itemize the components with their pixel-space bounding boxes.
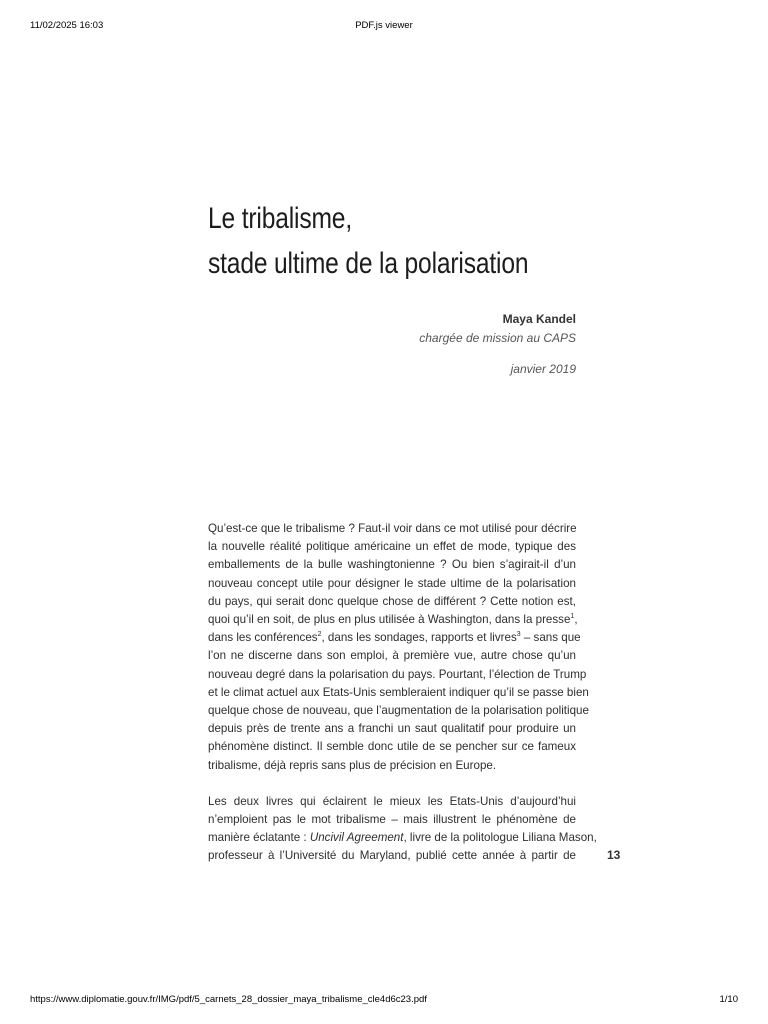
text-line: quoi qu’il en soit, de plus en plus utilisée à Washington, dans la presse$^1$,	[208, 613, 578, 627]
author-name: Maya Kandel	[502, 312, 576, 326]
pdf-page	[0, 36, 768, 986]
text-line: professeur à l’Université du Maryland, publié cette année à partir de	[208, 849, 576, 863]
text-line: emballements de la bulle washingtonienne ? Ou bien s’agirait-il d’un	[208, 558, 576, 572]
text-line: et le climat actuel aux Etats-Unis sembleraient indiquer qu’il se passe bien	[208, 685, 589, 699]
footnote-ref-1[interactable]: 1	[570, 613, 575, 621]
text-line: n’emploient pas le mot tribalisme – mais illustrent le phénomène de	[208, 813, 576, 827]
document-url: https://www.diplomatie.gouv.fr/IMG/pdf/5_carnets_28_dossier_maya_tribalisme_cle4d6c23.pdf	[30, 994, 427, 1005]
book-title: Uncivil Agreement	[309, 831, 404, 845]
text-line: quelque chose de nouveau, que l’augmentation de la polarisation politique	[208, 704, 589, 718]
footnote-ref-3[interactable]: 3	[516, 631, 521, 639]
text-line: nouveau concept utile pour désigner le stade ultime de la polarisation	[208, 576, 576, 590]
print-header	[0, 20, 768, 34]
text-line: phénomène distinct. Il semble donc utile de se pencher sur ce fameux	[208, 740, 576, 754]
page-indicator: 1/10	[719, 994, 738, 1005]
viewer-title: PDF.js viewer	[355, 20, 413, 31]
text-line: nouveau degré dans la polarisation du pays. Pourtant, l’élection de Trump	[208, 667, 587, 681]
text-line: du pays, qui serait donc quelque chose de différent ? Cette notion est,	[208, 594, 576, 608]
text-fragment: manière éclatante :	[208, 831, 310, 845]
print-footer	[0, 994, 768, 1008]
footnote-ref-2[interactable]: 2	[317, 631, 322, 639]
text-fragment: dans les conférences	[208, 631, 318, 645]
text-fragment: , livre de la politologue Liliana Mason,	[403, 831, 597, 845]
text-line: la nouvelle réalité politique américaine un effet de mode, typique des	[208, 540, 576, 554]
text-fragment: – sans que	[520, 631, 581, 645]
text-line: tribalisme, déjà repris sans plus de précision en Europe.	[208, 758, 497, 772]
paragraph-1	[208, 520, 589, 775]
text-line	[208, 829, 597, 847]
text-line: l’on ne discerne dans son emploi, à première vue, autre chose qu’un	[208, 649, 576, 663]
text-fragment: quoi qu’il en soit, de plus en plus utilisée à Washington, dans la presse	[208, 613, 571, 627]
paragraph-2	[208, 793, 597, 866]
article-title	[208, 196, 552, 286]
publication-date: janvier 2019	[510, 362, 576, 376]
text-line: Qu’est-ce que le tribalisme ? Faut-il voir dans ce mot utilisé pour décrire	[208, 522, 577, 535]
text-line	[208, 629, 581, 647]
print-datetime: 11/02/2025 16:03	[30, 20, 104, 31]
text-line: Les deux livres qui éclairent le mieux les Etats-Unis d’aujourd’hui	[208, 794, 576, 808]
article-body	[208, 520, 597, 884]
page-number: 13	[607, 848, 621, 862]
title-line-2: stade ultime de la polarisation	[208, 247, 529, 280]
text-fragment: , dans les sondages, rapports et livres	[321, 631, 517, 645]
author-role: chargée de mission au CAPS	[419, 331, 576, 345]
text-line: depuis près de trente ans a franchi un saut qualitatif pour produire un	[208, 722, 576, 736]
author-block	[419, 310, 576, 379]
title-line-1: Le tribalisme,	[208, 202, 352, 235]
